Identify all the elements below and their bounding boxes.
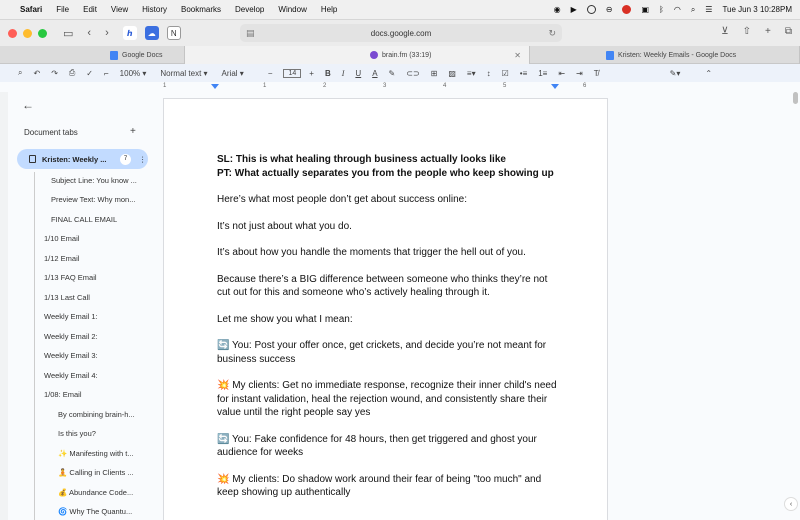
- editing-mode-icon[interactable]: ✎▾: [669, 68, 681, 78]
- paragraph: Because there’s a BIG difference between someone who thinks they’re not cut out for this and someone who’s actively healing through it.: [217, 273, 548, 298]
- paragraph: 💥 My clients: Get no immediate response, recognize their inner child's need for instant validation, heal the rejection wound, and consistently share their value until the right people say yes: [217, 380, 557, 418]
- indent-increase-icon[interactable]: ⇥: [576, 68, 583, 78]
- numbered-list-icon[interactable]: 1≡: [538, 68, 548, 78]
- tab-overview-icon[interactable]: ⧉: [784, 26, 792, 37]
- tree-guide-line: [34, 172, 35, 520]
- menu-view[interactable]: View: [110, 5, 129, 14]
- sidebar-item[interactable]: Weekly Email 4:: [44, 371, 98, 380]
- ruler-tick: 4: [443, 83, 447, 89]
- vertical-ruler: [0, 92, 8, 520]
- search-menus-icon[interactable]: ⌕: [18, 68, 23, 77]
- scrollbar-thumb[interactable]: [793, 92, 798, 104]
- sidebar-item[interactable]: Weekly Email 3:: [44, 351, 98, 360]
- bluetooth-icon[interactable]: ᛒ: [659, 5, 664, 14]
- page-settings-icon[interactable]: ▤: [246, 27, 255, 38]
- menu-edit[interactable]: Edit: [83, 5, 97, 14]
- paragraph: 💥 My clients: Do shadow work around their fear of being "too much" and keep showing up authentically: [217, 473, 542, 498]
- collapse-toolbar-icon[interactable]: ⌃: [705, 68, 713, 78]
- clock-text[interactable]: Tue Jun 3 10:28PM: [722, 5, 792, 14]
- left-indent-marker[interactable]: [211, 84, 219, 89]
- back-arrow-icon[interactable]: ←: [22, 98, 34, 112]
- document-page[interactable]: [163, 98, 608, 520]
- brainfm-favicon-icon: [370, 51, 378, 59]
- tab-kristen-weekly-emails[interactable]: [530, 46, 800, 64]
- sidebar-item[interactable]: Weekly Email 2:: [44, 332, 98, 341]
- ruler-tick: 1: [163, 83, 167, 89]
- print-icon[interactable]: ⎙: [68, 68, 76, 77]
- downloads-icon[interactable]: ⊻: [721, 26, 729, 37]
- status-record-icon[interactable]: ◉: [553, 5, 561, 14]
- sidebar-item[interactable]: FINAL CALL EMAIL: [51, 215, 118, 224]
- font-value: Arial: [221, 68, 238, 78]
- tab-google-docs[interactable]: [0, 46, 185, 64]
- docs-favicon-icon: [110, 51, 118, 60]
- decrease-font-size-button[interactable]: −: [267, 68, 273, 78]
- sidebar-item[interactable]: Subject Line: You know ...: [51, 176, 137, 185]
- style-select[interactable]: Normal text ▾: [160, 68, 208, 78]
- tab-label: brain.fm (33:19): [382, 51, 432, 59]
- status-focus-icon[interactable]: [587, 5, 596, 14]
- ruler-tick: 6: [583, 83, 587, 89]
- status-play-icon[interactable]: ▶: [570, 5, 577, 14]
- active-tab-label: Kristen: Weekly ...: [42, 154, 107, 164]
- sidebar-item[interactable]: ✨ Manifesting with t...: [58, 449, 134, 458]
- tab-label: Google Docs: [122, 51, 163, 59]
- menu-help[interactable]: Help: [320, 5, 338, 14]
- sidebar-item[interactable]: 1/13 FAQ Email: [44, 273, 97, 282]
- bold-button[interactable]: B: [324, 68, 331, 78]
- control-center-icon[interactable]: ☰: [705, 5, 713, 14]
- increase-font-size-button[interactable]: +: [309, 68, 314, 78]
- paragraph: Let me show you what I mean:: [217, 313, 353, 325]
- spellcheck-icon[interactable]: ✓: [86, 68, 93, 78]
- horizontal-ruler[interactable]: [163, 82, 608, 92]
- status-app-icon[interactable]: [622, 5, 631, 14]
- menu-window[interactable]: Window: [278, 5, 307, 14]
- extension-notion-icon[interactable]: N: [167, 26, 181, 40]
- clear-formatting-icon[interactable]: T̸: [593, 68, 599, 78]
- close-tab-icon[interactable]: ✕: [514, 50, 521, 60]
- status-menu-icon[interactable]: ⊖: [605, 5, 613, 14]
- status-box-icon[interactable]: ▣: [641, 5, 650, 14]
- underline-button[interactable]: U: [355, 68, 362, 78]
- right-indent-marker[interactable]: [551, 84, 559, 89]
- paragraph: It’s not just about what you do.: [217, 220, 352, 232]
- sidebar-item[interactable]: 1/12 Email: [44, 254, 80, 263]
- ruler-tick: 5: [503, 83, 507, 89]
- sidebar-toggle-icon[interactable]: ▭: [63, 27, 74, 40]
- style-value: Normal text: [160, 68, 202, 78]
- sidebar-title: Document tabs: [24, 128, 78, 137]
- menu-history[interactable]: History: [142, 5, 168, 14]
- paragraph: It’s about how you handle the moments that trigger the hell out of you.: [217, 247, 526, 258]
- sidebar-item[interactable]: By combining brain-h...: [58, 410, 135, 419]
- document-icon: [29, 155, 36, 163]
- italic-button[interactable]: I: [341, 68, 345, 78]
- document-tabs-sidebar: [8, 92, 163, 520]
- tab-brainfm[interactable]: [185, 46, 530, 64]
- image-icon[interactable]: ▨: [448, 68, 456, 78]
- ruler-tick: 3: [383, 83, 387, 89]
- url-text[interactable]: docs.google.com: [370, 28, 432, 38]
- docs-toolbar: [0, 64, 800, 82]
- text-color-button[interactable]: A: [372, 68, 378, 78]
- search-spotlight-icon[interactable]: ⌕: [690, 4, 696, 14]
- wifi-icon[interactable]: ◠: [673, 5, 681, 14]
- menu-bookmarks[interactable]: Bookmarks: [181, 5, 222, 14]
- ruler-tick: 2: [323, 83, 327, 89]
- sidebar-item[interactable]: 1/10 Email: [44, 234, 80, 243]
- undo-icon[interactable]: ↶: [33, 68, 41, 78]
- new-tab-icon[interactable]: +: [765, 26, 771, 37]
- zoom-window-button[interactable]: [38, 29, 47, 38]
- back-icon[interactable]: ‹: [87, 27, 92, 39]
- sidebar-item[interactable]: 1/08: Email: [44, 390, 82, 399]
- paragraph: Here’s what most people don’t get about success online:: [217, 194, 467, 205]
- paragraph: 🔄 You: Post your offer once, get crickets, and decide you’re not meant for business success: [217, 340, 547, 365]
- sidebar-tab-active[interactable]: [17, 149, 148, 169]
- menu-develop[interactable]: Develop: [235, 5, 265, 14]
- app-menu-safari[interactable]: Safari: [20, 5, 43, 14]
- subtab-count-badge: 7: [120, 154, 131, 165]
- extension-h-icon[interactable]: ℎ: [123, 26, 137, 40]
- macos-menu-bar: [0, 0, 800, 20]
- add-tab-button[interactable]: +: [130, 126, 136, 137]
- subject-line: SL: This is what healing through business actually looks like: [217, 154, 506, 165]
- docs-favicon-icon: [606, 51, 614, 60]
- extension-cloud-icon[interactable]: ☁: [145, 26, 159, 40]
- paragraph: 🔄 You: Fake confidence for 48 hours, then get triggered and ghost your audience for weeks: [217, 433, 537, 458]
- forward-icon[interactable]: ›: [105, 27, 109, 39]
- ruler-tick: 1: [263, 83, 267, 89]
- bullet-list-icon[interactable]: •≡: [519, 68, 528, 78]
- highlight-icon[interactable]: ✎: [388, 68, 396, 78]
- zoom-value: 100%: [119, 68, 141, 78]
- safari-toolbar: [0, 20, 800, 46]
- expand-side-panel-icon[interactable]: ‹: [784, 497, 798, 511]
- redo-icon[interactable]: ↷: [51, 68, 58, 78]
- indent-decrease-icon[interactable]: ⇤: [558, 68, 566, 78]
- line-spacing-icon[interactable]: ↕: [486, 68, 491, 78]
- sidebar-item[interactable]: Weekly Email 1:: [44, 312, 98, 321]
- close-window-button[interactable]: [8, 29, 17, 38]
- checklist-icon[interactable]: ☑: [501, 68, 509, 78]
- tab-bar: [0, 46, 800, 64]
- comment-icon[interactable]: ⊞: [430, 68, 438, 78]
- share-icon[interactable]: ⇧: [742, 26, 752, 37]
- more-options-icon[interactable]: ⋮: [139, 154, 147, 164]
- minimize-window-button[interactable]: [23, 29, 32, 38]
- align-icon[interactable]: ≡▾: [466, 68, 476, 78]
- zoom-select[interactable]: 100% ▾: [119, 68, 147, 78]
- vertical-scrollbar[interactable]: [790, 92, 800, 520]
- sidebar-item[interactable]: Is this you?: [58, 429, 96, 438]
- font-size-input[interactable]: 14: [283, 69, 301, 78]
- paint-format-icon[interactable]: ⌐: [104, 68, 109, 78]
- window-controls: [8, 29, 47, 38]
- address-bar[interactable]: [240, 24, 562, 42]
- tab-label: Kristen: Weekly Emails - Google Docs: [618, 51, 737, 59]
- sidebar-item[interactable]: 🌀 Why The Quantu...: [58, 507, 133, 516]
- sidebar-item[interactable]: 💰 Abundance Code...: [58, 488, 134, 497]
- font-select[interactable]: Arial ▾: [221, 68, 244, 78]
- reload-icon[interactable]: ↻: [548, 27, 556, 38]
- email-headers: [217, 153, 562, 180]
- preview-text: PT: What actually separates you from the people who keep showing up: [217, 167, 554, 179]
- sidebar-item[interactable]: 🧘 Calling in Clients ...: [58, 468, 134, 477]
- menu-file[interactable]: File: [56, 5, 70, 14]
- sidebar-item[interactable]: Preview Text: Why mon...: [51, 195, 136, 204]
- sidebar-item[interactable]: 1/13 Last Call: [44, 293, 90, 302]
- link-icon[interactable]: ⊂⊃: [406, 68, 420, 78]
- document-body[interactable]: [217, 153, 562, 513]
